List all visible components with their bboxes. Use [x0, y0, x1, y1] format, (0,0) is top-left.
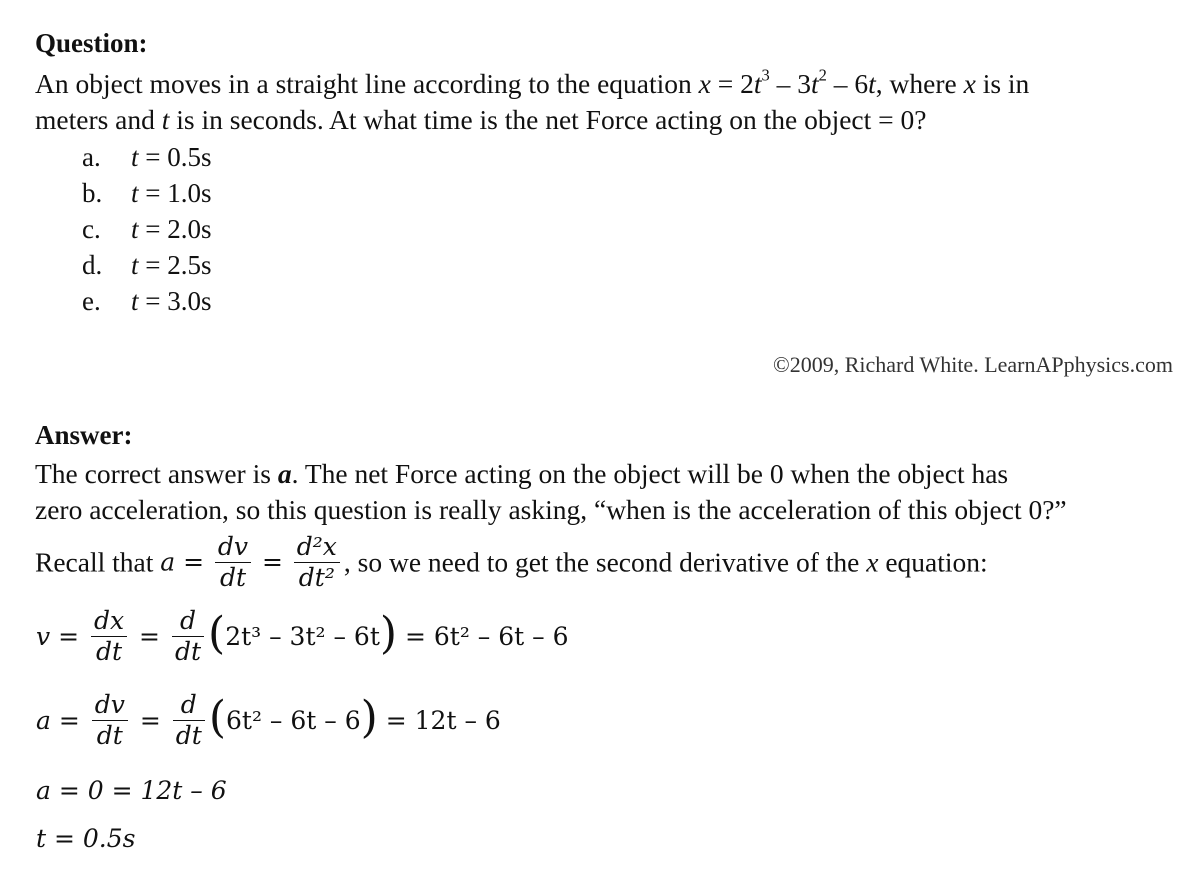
equation-text: – 6: [826, 68, 869, 99]
variable-x: x: [866, 546, 879, 578]
fraction-denominator: dt: [96, 721, 123, 750]
answer-text: equation:: [878, 546, 988, 578]
equation-variable-t: t: [811, 68, 819, 99]
fraction-denominator: dt²: [298, 563, 335, 592]
fraction-denominator: dt: [219, 563, 247, 592]
choice-c: [82, 214, 382, 254]
close-paren: ): [360, 692, 378, 743]
choice-variable: t: [131, 286, 139, 316]
choice-letter: e.: [82, 286, 101, 316]
fraction-numerator: d²x: [294, 532, 340, 563]
choice-value: = 2.0s: [138, 214, 212, 244]
answer-line-2: zero acceleration, so this question is really asking, “when is the acceleration of this object 0?”: [35, 494, 1067, 525]
answer-text: , so we need to get the second derivative of the: [343, 546, 867, 578]
question-heading: Question:: [35, 28, 148, 58]
equation-result: = 12t – 6: [377, 706, 501, 735]
choice-value: = 1.0s: [138, 178, 212, 208]
inner-expression: 6t² – 6t – 6: [226, 706, 361, 735]
answer-text: Recall that: [35, 546, 161, 578]
question-text: meters and: [35, 104, 162, 135]
fraction-d2x-dt2: [294, 532, 340, 593]
equals-sign: =: [261, 547, 283, 577]
equation-variable-x: x: [698, 68, 711, 99]
fraction-numerator: dx: [91, 606, 127, 637]
fraction-dx-dt: [91, 606, 127, 667]
choice-variable: t: [131, 178, 139, 208]
question-text: is in seconds. At what time is the net Force acting on the object = 0?: [169, 104, 927, 135]
fraction-denominator: dt: [174, 637, 202, 666]
final-answer-step: t = 0.5s: [36, 824, 136, 853]
fraction-dv-dt: [92, 690, 128, 751]
equals-sign: =: [139, 622, 160, 651]
choice-e: [82, 286, 382, 326]
equals-sign: =: [139, 706, 161, 735]
equation-lhs: a =: [36, 706, 80, 735]
choice-letter: d.: [82, 250, 103, 280]
open-paren: (: [208, 608, 226, 659]
equation-lhs: v =: [36, 622, 80, 651]
equation-variable-t: t: [868, 68, 876, 99]
answer-line-1: [35, 456, 1008, 492]
equation-exponent: 2: [818, 65, 827, 85]
question-text: is in: [975, 68, 1030, 99]
copyright-credit: ©2009, Richard White. LearnAPphysics.com: [772, 352, 1173, 377]
fraction-d-dt: [172, 606, 204, 667]
choice-d: [82, 250, 382, 290]
inner-expression: 2t³ – 3t² – 6t: [225, 622, 380, 651]
variable-a: a: [160, 547, 176, 577]
variable-t: t: [161, 104, 170, 135]
equals-sign: =: [175, 547, 205, 577]
open-paren: (: [208, 692, 226, 743]
fraction-denominator: dt: [96, 637, 123, 666]
answer-text: . The net Force acting on the object will be 0 when the object has: [291, 458, 1009, 489]
equation-variable-t: t: [753, 68, 762, 99]
fraction-d-dt: [173, 690, 205, 751]
equation-result: = 6t² – 6t – 6: [397, 622, 569, 651]
close-paren: ): [379, 608, 398, 659]
fraction-numerator: dv: [215, 532, 251, 563]
acceleration-zero-step: a = 0 = 12t – 6: [36, 776, 227, 805]
equation-text: – 3: [769, 68, 812, 99]
choice-b: [82, 178, 382, 218]
choice-letter: c.: [82, 214, 101, 244]
choice-value: = 0.5s: [138, 142, 212, 172]
question-line-2: [35, 102, 927, 138]
equation-text: = 2: [710, 68, 754, 99]
choice-value: = 3.0s: [138, 286, 212, 316]
fraction-numerator: d: [173, 690, 205, 721]
fraction-denominator: dt: [175, 721, 202, 750]
equation-exponent: 3: [761, 65, 770, 85]
answer-letter: a: [277, 458, 292, 489]
fraction-numerator: d: [172, 606, 204, 637]
answer-heading: Answer:: [35, 420, 133, 450]
acceleration-derivation: [36, 690, 501, 751]
choice-letter: b.: [82, 178, 103, 208]
question-text: , where: [875, 68, 964, 99]
choice-variable: t: [131, 214, 139, 244]
fraction-dv-dt: [215, 532, 251, 593]
velocity-derivation: [36, 606, 569, 667]
answer-text: The correct answer is: [35, 458, 278, 489]
choice-variable: t: [131, 142, 139, 172]
question-line-1: [35, 66, 1029, 102]
fraction-numerator: dv: [92, 690, 128, 721]
question-text: An object moves in a straight line according to the equation: [35, 68, 699, 99]
choice-a: [82, 142, 382, 182]
choice-value: = 2.5s: [138, 250, 212, 280]
choice-variable: t: [131, 250, 139, 280]
choice-letter: a.: [82, 142, 101, 172]
variable-x: x: [963, 68, 976, 99]
recall-line: [35, 532, 988, 593]
